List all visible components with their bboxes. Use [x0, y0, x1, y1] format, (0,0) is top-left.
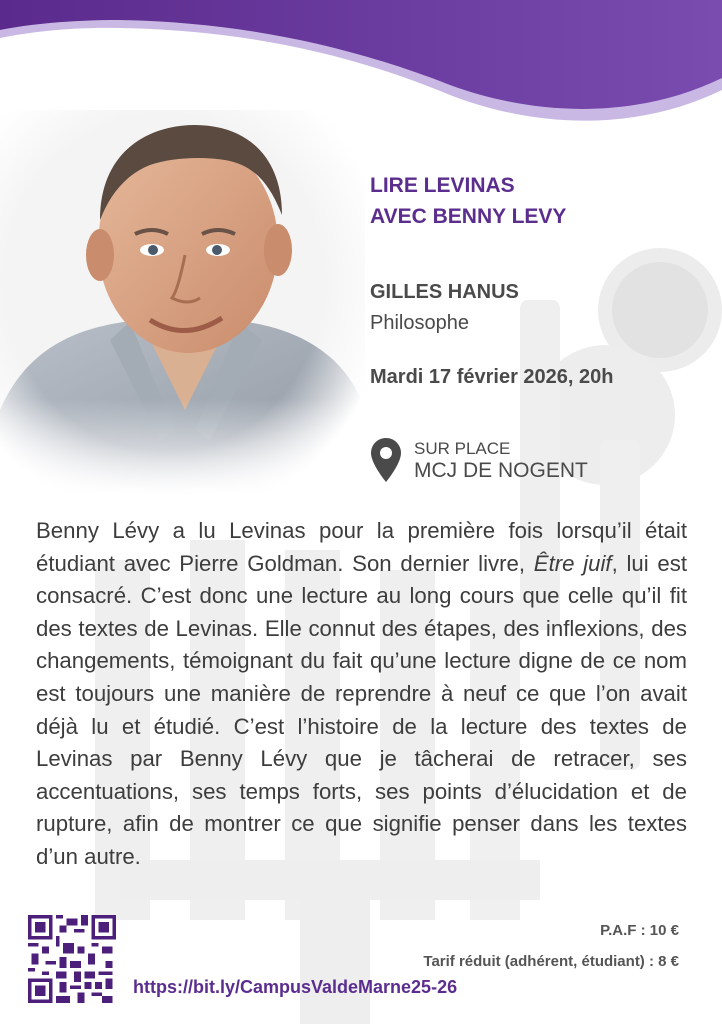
event-title	[370, 170, 566, 232]
event-title-line2: AVEC BENNY LEVY	[370, 205, 567, 228]
speaker-name: GILLES HANUS	[370, 281, 519, 303]
registration-link[interactable]: https://bit.ly/CampusValdeMarne25-26	[133, 977, 458, 997]
map-pin-icon	[371, 438, 401, 482]
book-title: Être juif	[533, 550, 612, 576]
qr-code[interactable]	[28, 915, 116, 1003]
description-part2: , lui est consacré. C’est donc une lecture au long cours que celle qu’il fit des textes de Levinas. Elle connut des étapes, des inflexions, des changements, témoignant du fait qu’une lecture digne de ce nom est toujours une manière de reprendre à neuf ce que l’on avait déjà lu et étudié. C’est l’histoire de la lecture des textes de Levinas par Benny Lévy que je tâcherai de retracer, ses accentuations, ses temps forts, ses points d’élucidation et de rupture, afin de montrer ce que signifie penser dans les textes d’un autre.	[36, 550, 687, 869]
event-description	[36, 515, 687, 874]
event-title-line1: LIRE LEVINAS	[370, 174, 515, 197]
price-reduced: Tarif réduit (adhérent, étudiant) : 8 €	[423, 953, 679, 970]
location-mode: SUR PLACE	[414, 439, 511, 458]
portrait-illustration	[0, 110, 365, 495]
event-date: Mardi 17 février 2026, 20h	[370, 366, 614, 388]
description-part1: Benny Lévy a lu Levinas pour la première fois lorsqu’il était étudiant avec Pierre Goldman. Son dernier livre,	[36, 518, 687, 576]
speaker-portrait	[0, 110, 365, 495]
speaker-role: Philosophe	[370, 312, 469, 334]
price-full: P.A.F : 10 €	[600, 922, 679, 939]
location-name: MCJ DE NOGENT	[414, 459, 588, 482]
